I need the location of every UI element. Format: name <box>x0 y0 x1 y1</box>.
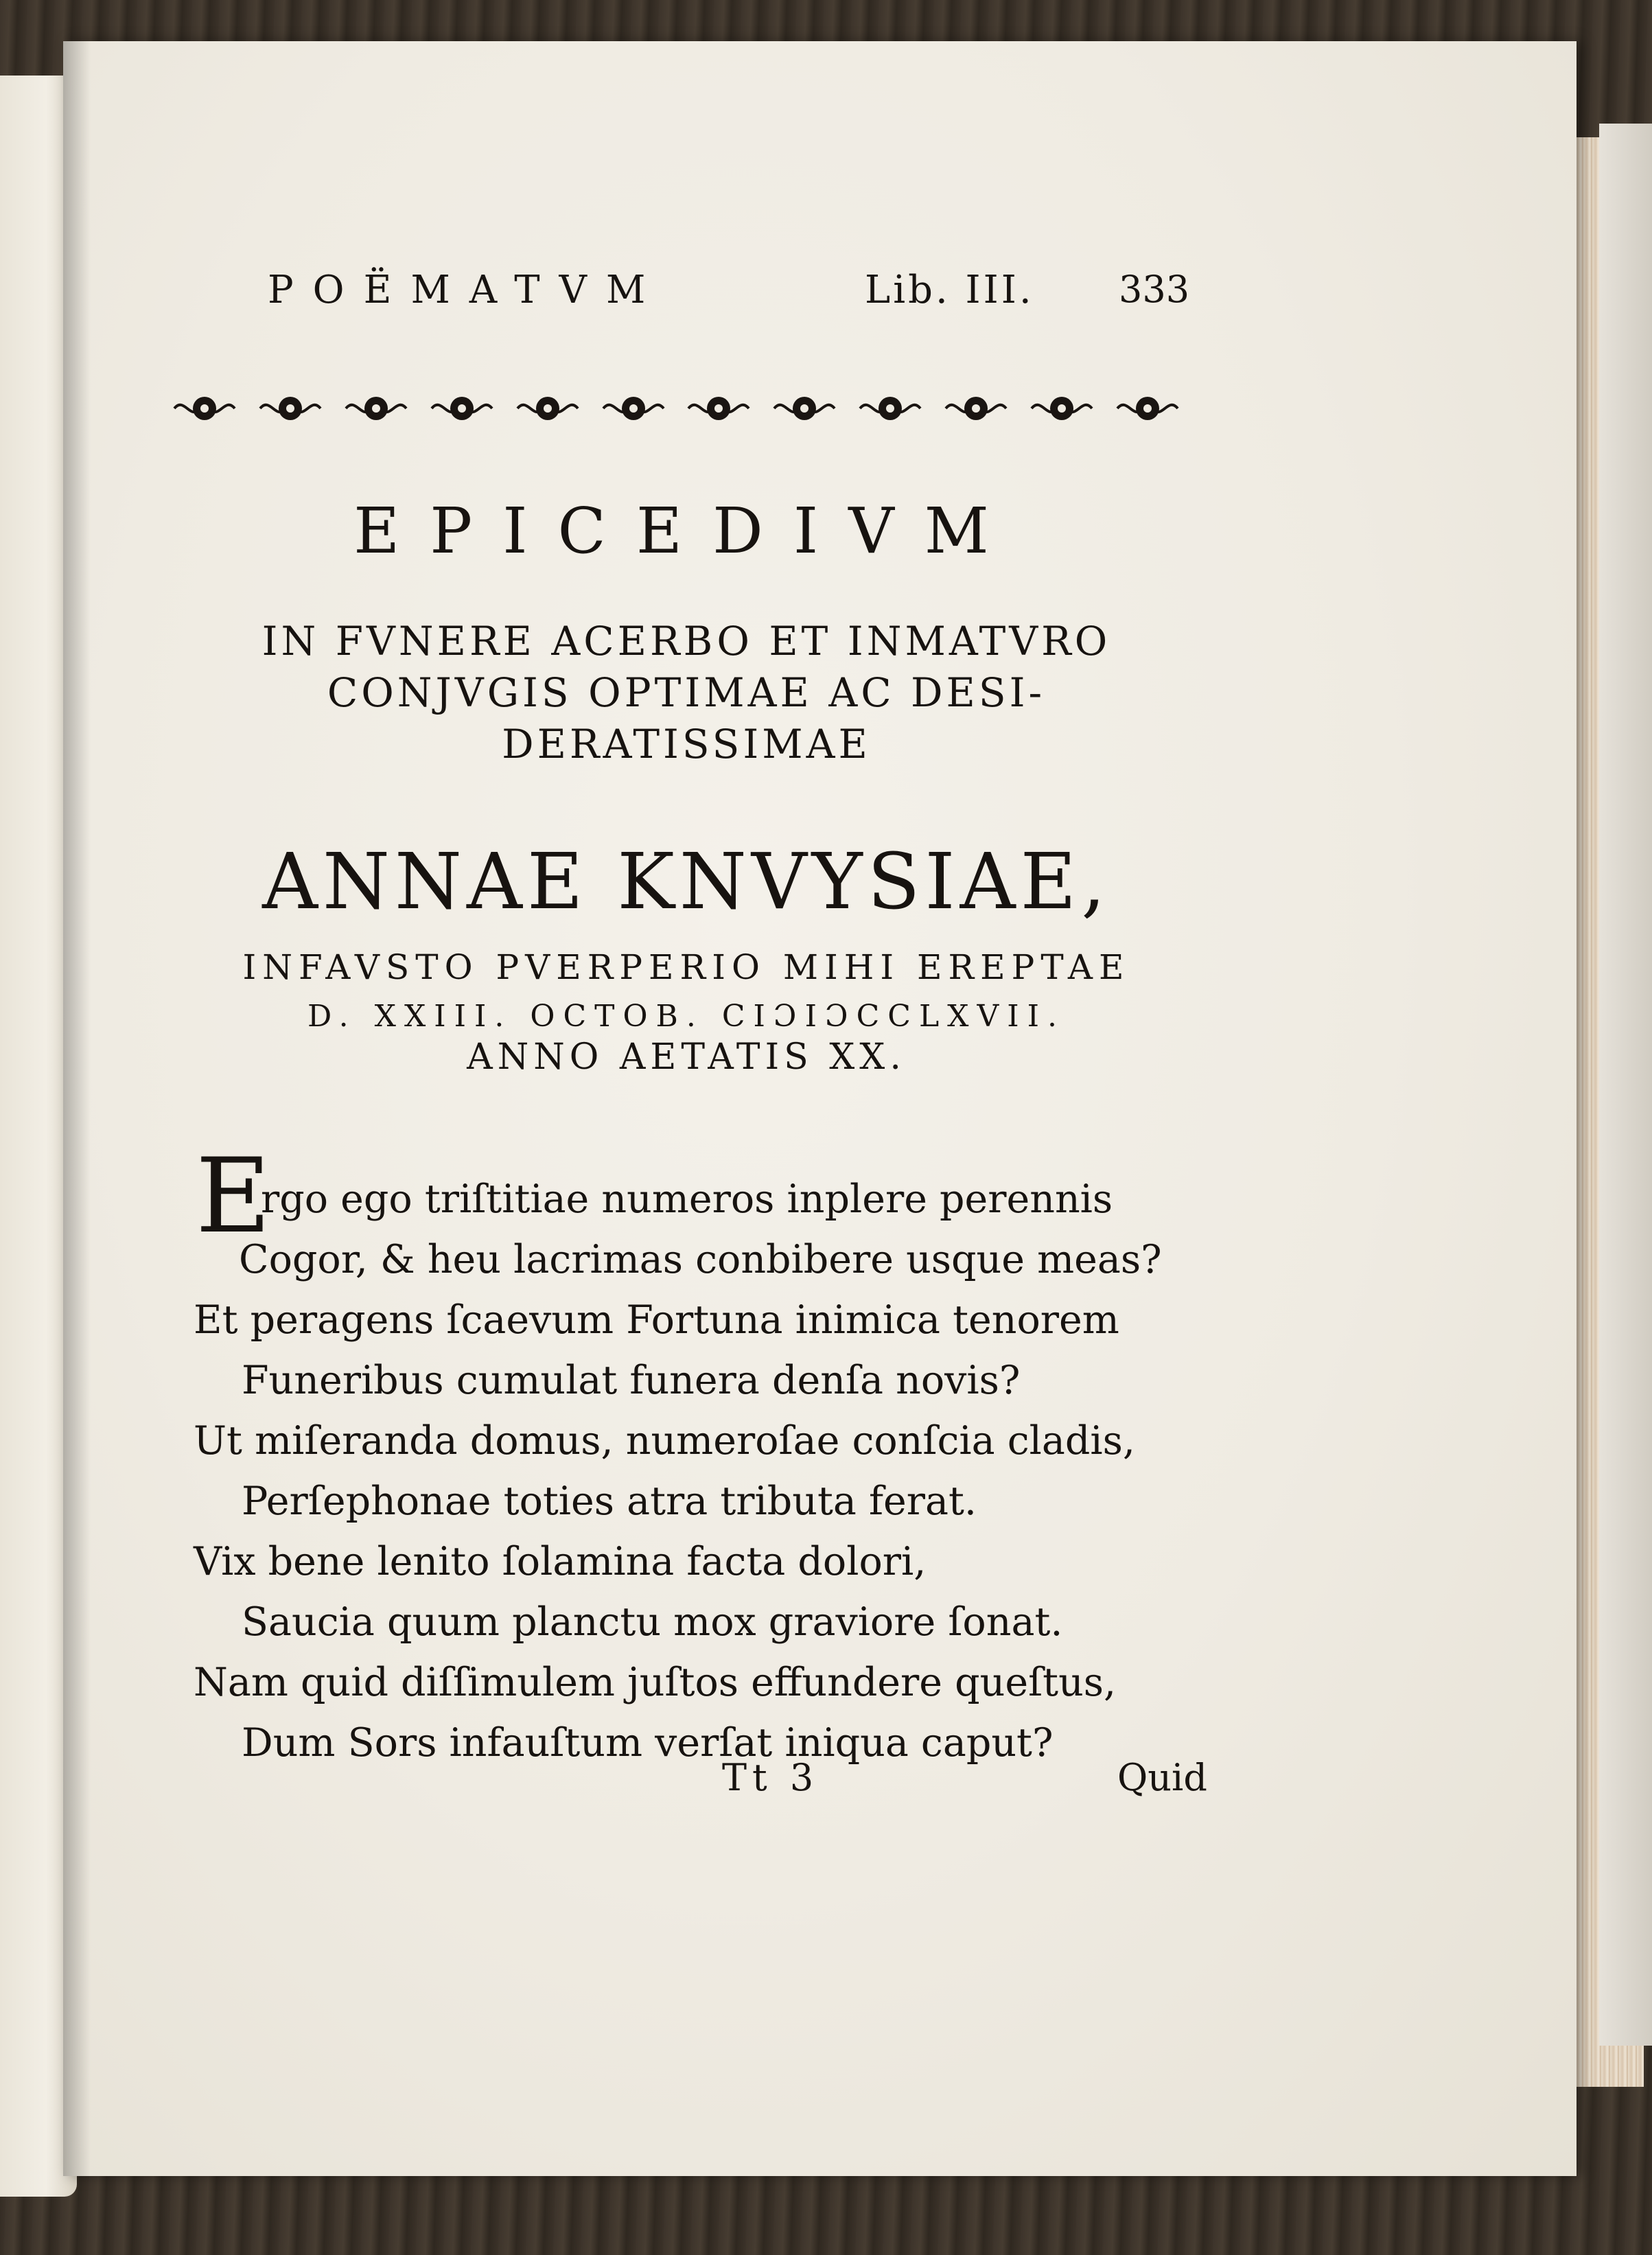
rosette-ornament-icon <box>771 389 837 428</box>
rosette-ornament-icon <box>857 389 923 428</box>
subtitle-line: IN FVNERE ACERBO ET INMATVRO <box>261 618 1111 664</box>
running-head-book: Lib. III. <box>865 268 1034 312</box>
verse-line: Et peragens ſcaevum Fortuna inimica tenorem <box>194 1297 1119 1343</box>
detail-line: D. XXIII. OCTOB. CIƆIƆCCLXVII. <box>307 999 1066 1034</box>
verse-line: rgo ego triſtitiae numeros inplere perennis <box>261 1177 1113 1222</box>
subtitle-line: DERATISSIMAE <box>502 721 871 767</box>
verse-line: Saucia quum planctu mox graviore ſonat. <box>242 1599 1063 1645</box>
rosette-ornament-icon <box>601 389 666 428</box>
detail-line: ANNO AETATIS XX. <box>467 1037 906 1078</box>
verse-line: Funeribus cumulat funera denſa novis? <box>242 1358 1021 1403</box>
verse-line: Cogor, & heu lacrimas conbibere usque meas? <box>239 1237 1162 1282</box>
rosette-ornament-icon <box>1115 389 1180 428</box>
poem-title: EPICEDIVM <box>353 494 1019 568</box>
verse-line: Dum Sors infauſtum verſat iniqua caput? <box>242 1720 1054 1766</box>
running-head-title: POËMATVM <box>268 268 665 312</box>
rosette-ornament-icon <box>1029 389 1095 428</box>
verse-line: Ut miſeranda domus, numeroſae conſcia cladis, <box>194 1418 1135 1464</box>
book-page <box>63 41 1577 2176</box>
catchword: Quid <box>1117 1756 1207 1799</box>
drop-cap: E <box>196 1137 271 1256</box>
rosette-ornament-icon <box>429 389 495 428</box>
rosette-ornament-icon <box>172 389 237 428</box>
page-gutter-shadow <box>63 41 91 2176</box>
signature-mark: Tt 3 <box>722 1756 819 1799</box>
verse-line: Perſephonae toties atra tributa ferat. <box>242 1479 977 1524</box>
verse-line: Vix bene lenito ſolamina facta dolori, <box>194 1539 927 1584</box>
running-head <box>268 268 1201 329</box>
page-number: 333 <box>1119 268 1190 311</box>
verse-line: Nam quid diſſimulem juſtos effundere queſtus, <box>194 1660 1117 1705</box>
dedicatee-name: ANNAE KNVYSIAE, <box>262 837 1110 927</box>
subtitle-line: CONJVGIS OPTIMAE AC DESI- <box>327 669 1046 716</box>
rosette-ornament-icon <box>257 389 323 428</box>
rosette-ornament-icon <box>686 389 752 428</box>
detail-line: INFAVSTO PVERPERIO MIHI EREPTAE <box>242 947 1130 987</box>
ornamental-border <box>172 381 1180 436</box>
rosette-ornament-icon <box>943 389 1009 428</box>
rosette-ornament-icon <box>343 389 409 428</box>
book-cover-edge <box>1599 124 1652 2046</box>
rosette-ornament-icon <box>515 389 581 428</box>
